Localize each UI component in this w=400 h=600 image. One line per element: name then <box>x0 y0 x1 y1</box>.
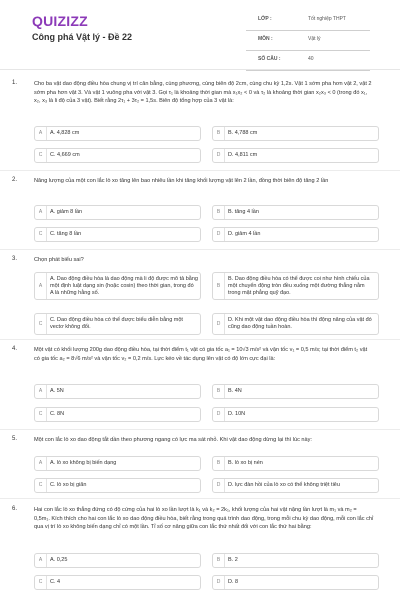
option-text: B. tăng 4 lần <box>228 209 259 215</box>
option-letter: B <box>213 457 225 470</box>
option-text: B. Dao động điều hòa có thể được coi như hình chiếu của một chuyển động tròn đều xuống một đường thẳng nằm trong mặt phẳng quỹ đạo. <box>228 276 370 296</box>
option-text: B. 2 <box>228 557 238 563</box>
question-number: 6. <box>12 506 18 512</box>
option-letter: C <box>35 576 47 589</box>
option-c[interactable] <box>34 575 201 590</box>
option-text: B. 4N <box>228 388 242 394</box>
option-text: A. 0,25 <box>50 557 68 563</box>
option-text: C. lò xo bị giãn <box>50 482 87 488</box>
option-letter: B <box>213 273 225 299</box>
option-text: D. 8 <box>228 579 239 585</box>
question-text: Năng lượng của một con lắc lò xo tăng lên bao nhiêu lần khi tăng khối lượng vật lên 2 lần, đồng thời biên độ tăng 2 lần <box>34 178 329 184</box>
option-letter: C <box>35 314 47 334</box>
option-letter: D <box>213 576 225 589</box>
meta-value: Tốt nghiệp THPT <box>308 16 346 22</box>
question-divider <box>0 498 400 499</box>
option-letter: C <box>35 228 47 241</box>
question-text: Chọn phát biểu sai? <box>34 257 84 263</box>
meta-label: MÔN : <box>258 36 273 42</box>
option-c[interactable] <box>34 227 201 242</box>
question-number: 5. <box>12 436 18 442</box>
option-letter: D <box>213 408 225 421</box>
option-letter: B <box>213 385 225 398</box>
option-letter: A <box>35 273 47 299</box>
question-divider <box>0 170 400 171</box>
option-text: A. Dao động điều hòa là dao động mà li độ được mô tả bằng một định luật dạng sin (hoặc cosin) theo thời gian, trong đó A là những hằng số. <box>50 276 198 296</box>
option-a[interactable] <box>34 205 201 220</box>
option-letter: A <box>35 457 47 470</box>
option-text: A. lò xo không bị biến dạng <box>50 460 117 466</box>
option-d[interactable] <box>212 148 379 163</box>
option-letter: D <box>213 149 225 162</box>
option-d[interactable] <box>212 313 379 335</box>
option-text: C. 4 <box>50 579 61 585</box>
option-letter: A <box>35 206 47 219</box>
option-d[interactable] <box>212 575 379 590</box>
option-text: C. 8N <box>50 411 65 417</box>
question-text: Một con lắc lò xo dao động tắt dần theo phương ngang có lực ma sát nhỏ. Khi vật dao động dừng lại thì lúc này: <box>34 437 312 443</box>
option-text: D. 4,811 cm <box>228 152 258 158</box>
option-letter: B <box>213 206 225 219</box>
option-text: A. giảm 8 lần <box>50 209 83 215</box>
option-letter: A <box>35 385 47 398</box>
option-a[interactable] <box>34 272 201 300</box>
worksheet-meta-table <box>246 11 370 71</box>
option-d[interactable] <box>212 407 379 422</box>
option-b[interactable] <box>212 553 379 568</box>
question-divider <box>0 429 400 430</box>
question-number: 1. <box>12 80 18 86</box>
option-letter: D <box>213 314 225 334</box>
option-text: D. lực đàn hồi của lò xo có thể không triệt tiêu <box>228 482 340 488</box>
option-c[interactable] <box>34 313 201 335</box>
meta-row-count <box>246 51 370 71</box>
question-text: Cho ba vật dao động điều hòa chung vị trí cân bằng, cùng phương, cùng biên độ 2cm, cùng chu kỳ 1,2s. Vật 1 sớm pha hơn vật 2, vật 2 sớm pha hơn vật 3. Và vật 1 vuông pha với vật 3. Gọi τ₁ là khoảng thời gian mà x₁x₂ < 0 và τ₂ là khoảng thời gian x₂x₃ < 0 (trong đó x₁, x₂, x₃ là li độ của 3 vật). Biết rằng 2τ₁ + 3τ₂ = 1,5s. Biên độ tổng hợp của 3 vật là: <box>34 81 372 104</box>
question-number: 2. <box>12 177 18 183</box>
meta-row-class <box>246 11 370 31</box>
option-a[interactable] <box>34 126 201 141</box>
worksheet-header <box>0 0 400 64</box>
header-divider <box>0 69 400 70</box>
question-number: 3. <box>12 256 18 262</box>
option-d[interactable] <box>212 227 379 242</box>
option-letter: A <box>35 554 47 567</box>
option-b[interactable] <box>212 126 379 141</box>
option-c[interactable] <box>34 478 201 493</box>
option-text: D. 10N <box>228 411 246 417</box>
option-letter: C <box>35 479 47 492</box>
option-text: A. 4,828 cm <box>50 130 80 136</box>
option-a[interactable] <box>34 456 201 471</box>
option-b[interactable] <box>212 456 379 471</box>
meta-label: SỐ CÂU : <box>258 56 281 62</box>
option-text: C. 4,669 cm <box>50 152 80 158</box>
question-number: 4. <box>12 346 18 352</box>
option-letter: C <box>35 408 47 421</box>
question-text: Hai con lắc lò xo thẳng đứng có độ cứng của hai lò xo lần lượt là k₁ và k₂ = 2k₁, khối lượng của hai vật nặng lần lượt là m₁ và m₂ = 0,5m₁. Kích thích cho hai con lắc lò xo dao động điều hòa, biết rằng trong quá trình dao động, trong mỗi chu kỳ dao động, mỗi con lắc chỉ qua vị trí lò xo không biến dạng chỉ có một lần. Tỉ số cơ năng giữa con lắc thứ nhất đối với con lắc thứ hai bằng: <box>34 507 374 530</box>
meta-label: LỚP : <box>258 16 272 22</box>
option-a[interactable] <box>34 553 201 568</box>
option-c[interactable] <box>34 407 201 422</box>
option-text: D. giảm 4 lần <box>228 231 261 237</box>
quizizz-logo: QUIZIZZ <box>32 13 88 29</box>
worksheet-title: Công phá Vật lý - Đề 22 <box>32 32 133 42</box>
question-divider <box>0 339 400 340</box>
option-letter: B <box>213 554 225 567</box>
meta-value: Vật lý <box>308 36 321 42</box>
option-text: B. lò xo bị nén <box>228 460 263 466</box>
option-letter: B <box>213 127 225 140</box>
option-text: A. 5N <box>50 388 64 394</box>
option-letter: D <box>213 479 225 492</box>
option-letter: A <box>35 127 47 140</box>
question-divider <box>0 249 400 250</box>
meta-value: 40 <box>308 56 314 62</box>
option-text: C. Dao động điều hòa có thể được biểu diễn bằng một vectơ không đổi. <box>50 317 183 330</box>
option-letter: C <box>35 149 47 162</box>
meta-row-subject <box>246 31 370 51</box>
option-b[interactable] <box>212 384 379 399</box>
option-d[interactable] <box>212 478 379 493</box>
option-text: D. Khi một vật dao động điều hòa thì động năng của vật đó cũng dao động tuần hoàn. <box>228 317 372 330</box>
question-text: Một vật có khối lượng 200g dao động điều hòa, tại thời điểm t₁ vật có gia tốc a₁ = 10√3 m/s² và vận tốc v₁ = 0,5 m/s; tại thời điểm t₂ vật có gia tốc a₂ = 8√6 m/s² và vận tốc v₂ = 0,2 m/s. Lực kéo về tác dụng lên vật có độ lớn cực đại là: <box>34 347 368 362</box>
option-b[interactable] <box>212 205 379 220</box>
option-letter: D <box>213 228 225 241</box>
option-a[interactable] <box>34 384 201 399</box>
option-text: C. tăng 8 lần <box>50 231 82 237</box>
option-text: B. 4,788 cm <box>228 130 258 136</box>
option-b[interactable] <box>212 272 379 300</box>
option-c[interactable] <box>34 148 201 163</box>
